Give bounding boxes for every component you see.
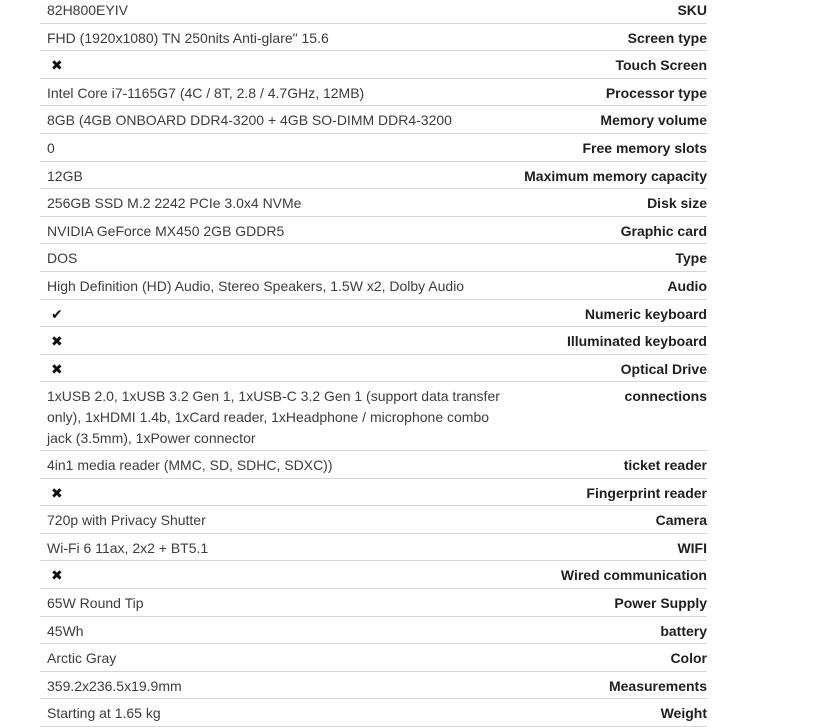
- spec-value: [40, 354, 510, 382]
- spec-row: [40, 106, 707, 134]
- spec-row: [40, 506, 707, 534]
- spec-label: Camera: [655, 512, 707, 529]
- spec-value: Wi-Fi 6 11ax, 2x2 + BT5.1: [47, 539, 209, 556]
- spec-value: 0: [47, 139, 55, 156]
- spec-value: 720p with Privacy Shutter: [47, 512, 206, 529]
- spec-label: ticket reader: [623, 457, 707, 474]
- spec-row: [40, 354, 707, 382]
- spec-label: Color: [670, 650, 707, 667]
- spec-label: Fingerprint reader: [586, 484, 707, 501]
- spec-value: 1xUSB 2.0, 1xUSB 3.2 Gen 1, 1xUSB-C 3.2 Gen 1 (support data transfer only), 1xHDMI 1.4b, 1xCard reader, 1xHeadphone / microphone combo jack (3.5mm), 1xPower connector: [47, 388, 500, 446]
- spec-row: [40, 0, 707, 23]
- spec-label: Processor type: [605, 84, 707, 101]
- spec-label: WIFI: [677, 539, 707, 556]
- spec-row: [40, 23, 707, 51]
- x-mark-icon: ✖: [51, 484, 63, 501]
- spec-value: [40, 299, 510, 327]
- spec-row: [40, 382, 707, 451]
- spec-value: [40, 478, 510, 506]
- spec-value: High Definition (HD) Audio, Stereo Speakers, 1.5W x2, Dolby Audio: [47, 277, 465, 294]
- spec-row: [40, 589, 707, 617]
- spec-row: [40, 51, 707, 79]
- x-mark-icon: ✖: [51, 360, 63, 377]
- x-mark-icon: ✖: [51, 57, 63, 74]
- spec-row: [40, 616, 707, 644]
- spec-label: Audio: [667, 277, 707, 294]
- spec-table: [40, 0, 707, 727]
- spec-row: [40, 644, 707, 672]
- spec-row: [40, 533, 707, 561]
- spec-value: Intel Core i7-1165G7 (4C / 8T, 2.8 / 4.7GHz, 12MB): [47, 84, 365, 101]
- spec-label: SKU: [677, 2, 707, 18]
- spec-label: Screen type: [627, 29, 707, 46]
- spec-label: Numeric keyboard: [584, 305, 707, 322]
- spec-row: [40, 133, 707, 161]
- spec-label: Type: [675, 250, 707, 267]
- spec-value: 359.2x236.5x19.9mm: [47, 677, 182, 694]
- spec-row: [40, 478, 707, 506]
- spec-label: Disk size: [647, 195, 707, 212]
- spec-label: battery: [660, 622, 707, 639]
- spec-value: NVIDIA GeForce MX450 2GB GDDR5: [47, 222, 285, 239]
- spec-value: 65W Round Tip: [47, 595, 144, 612]
- spec-label: Memory volume: [600, 112, 707, 129]
- spec-row: [40, 216, 707, 244]
- x-mark-icon: ✖: [51, 567, 63, 584]
- spec-value: 82H800EYIV: [47, 2, 128, 18]
- spec-value: Arctic Gray: [47, 650, 117, 667]
- spec-label: Maximum memory capacity: [524, 167, 707, 184]
- spec-table-body: [40, 0, 707, 727]
- spec-value: 45Wh: [47, 622, 84, 639]
- spec-row: [40, 189, 707, 217]
- spec-row: [40, 161, 707, 189]
- spec-row: [40, 451, 707, 479]
- spec-value: DOS: [47, 250, 78, 267]
- spec-value: FHD (1920x1080) TN 250nits Anti-glare" 15.6: [47, 29, 329, 46]
- spec-label: Wired communication: [560, 567, 707, 584]
- spec-value: [40, 51, 510, 79]
- spec-row: [40, 78, 707, 106]
- spec-value: [40, 327, 510, 355]
- spec-label: connections: [624, 388, 707, 405]
- spec-row: [40, 699, 707, 727]
- spec-value: 8GB (4GB ONBOARD DDR4-3200 + 4GB SO-DIMM DDR4-3200: [47, 112, 452, 129]
- spec-label: Weight: [660, 705, 707, 722]
- spec-label: Power Supply: [614, 595, 707, 612]
- spec-row: [40, 327, 707, 355]
- spec-value: 256GB SSD M.2 2242 PCIe 3.0x4 NVMe: [47, 195, 302, 212]
- spec-row: [40, 671, 707, 699]
- spec-value: Starting at 1.65 kg: [47, 705, 161, 722]
- spec-label: Graphic card: [620, 222, 707, 239]
- spec-value: 4in1 media reader (MMC, SD, SDHC, SDXC)): [47, 457, 333, 474]
- spec-row: [40, 561, 707, 589]
- check-mark-icon: ✔: [51, 305, 63, 322]
- spec-row: [40, 271, 707, 299]
- spec-value: 12GB: [47, 167, 83, 184]
- spec-row: [40, 244, 707, 272]
- spec-label: Measurements: [608, 677, 707, 694]
- x-mark-icon: ✖: [51, 333, 63, 350]
- spec-label: Optical Drive: [620, 360, 707, 377]
- spec-value: [40, 561, 510, 589]
- spec-label: Free memory slots: [582, 139, 707, 156]
- spec-label: Touch Screen: [615, 57, 707, 74]
- spec-label: Illuminated keyboard: [566, 333, 707, 350]
- spec-row: [40, 299, 707, 327]
